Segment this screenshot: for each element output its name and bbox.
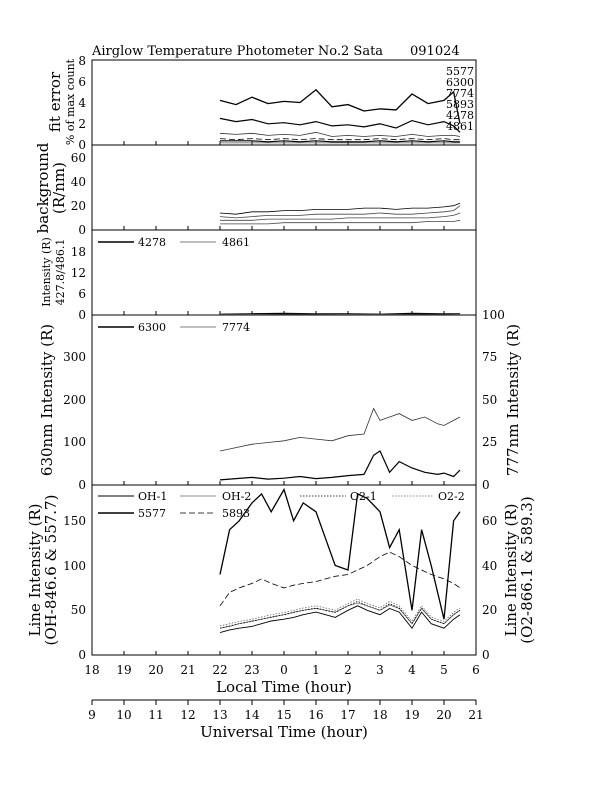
ut-tick: 12 — [180, 708, 196, 722]
p2-yticks — [71, 151, 86, 237]
ut-tick: 18 — [372, 708, 388, 722]
ut-tick: 17 — [340, 708, 356, 722]
p4-ylabel-right: 777nm Intensity (R) — [504, 323, 522, 477]
p1-series-label: 4278 — [446, 109, 474, 122]
p2-ytick: 60 — [70, 151, 86, 165]
ut-tick: 19 — [404, 708, 420, 722]
p5-ylabel-right-sub: (O2-866.1 & 589.3) — [518, 496, 536, 644]
series-line-6300 — [220, 451, 460, 480]
p1-ytick: 4 — [78, 96, 86, 110]
p5-legend-label: OH-1 — [138, 490, 168, 503]
p4-ytick: 0 — [78, 478, 86, 492]
series-line-o2-2 — [220, 599, 460, 626]
tick-marks — [92, 141, 476, 705]
panel-background-frame — [92, 145, 476, 230]
p4-ytick: 200 — [63, 393, 86, 407]
p3-yticks — [71, 245, 86, 322]
p5-legend-label: O2-1 — [350, 490, 377, 503]
p1-ytick: 2 — [78, 117, 86, 131]
p3-ytick: 6 — [78, 287, 86, 301]
local-tick: 19 — [116, 663, 132, 677]
p2-ytick: 20 — [70, 199, 86, 213]
ut-tick: 14 — [244, 708, 260, 722]
p3-legend — [98, 236, 250, 249]
p3-ytick: 0 — [78, 308, 86, 322]
series-layer — [220, 90, 460, 633]
series-line-panel2-0 — [220, 203, 460, 214]
local-tick: 21 — [180, 663, 196, 677]
p1-yticks — [78, 54, 86, 152]
series-line-7774 — [220, 409, 460, 452]
series-line-4278 — [220, 141, 460, 142]
ut-tick: 11 — [148, 708, 164, 722]
p4-ytick-right: 0 — [482, 478, 490, 492]
p5-ytick-right: 40 — [482, 559, 498, 573]
p5-legend-label: OH-2 — [222, 490, 252, 503]
p1-series-label: 5577 — [446, 65, 474, 78]
local-tick: 0 — [280, 663, 288, 677]
p3-ytick: 18 — [70, 245, 86, 259]
p4-legend — [98, 321, 250, 334]
local-time-ticks — [84, 663, 479, 677]
p5-ytick: 100 — [63, 559, 86, 573]
p5-yticks-right — [482, 514, 497, 662]
ut-tick: 20 — [436, 708, 452, 722]
p1-series-label: 6300 — [446, 76, 474, 89]
ut-label: Universal Time (hour) — [200, 723, 368, 741]
p5-ytick-right: 20 — [482, 603, 498, 617]
ut-tick: 10 — [116, 708, 132, 722]
p2-ytick: 40 — [70, 175, 86, 189]
p5-legend-label: 5893 — [222, 507, 250, 520]
p5-ytick: 150 — [63, 514, 86, 528]
p5-ytick-right: 0 — [482, 648, 490, 662]
chart-title: Airglow Temperature Photometer No.2 Sata — [92, 44, 384, 59]
ut-tick: 13 — [212, 708, 228, 722]
p5-yticks — [63, 514, 86, 662]
p4-ytick-right: 100 — [482, 308, 505, 322]
p4-ytick-right: 75 — [482, 350, 498, 364]
local-tick: 4 — [408, 663, 416, 677]
p5-ytick: 0 — [78, 648, 86, 662]
local-tick: 1 — [312, 663, 320, 677]
ut-tick: 9 — [88, 708, 96, 722]
p5-legend-label: 5577 — [138, 507, 166, 520]
p1-ytick: 6 — [78, 75, 86, 89]
p3-ylabel: Intensity (R) — [40, 237, 53, 307]
p2-ytick: 0 — [78, 223, 86, 237]
local-tick: 2 — [344, 663, 352, 677]
p5-legend-label: O2-2 — [438, 490, 465, 503]
local-tick: 23 — [244, 663, 260, 677]
p5-ylabel-sub: (OH-846.6 & 557.7) — [42, 494, 60, 646]
p4-yticks — [63, 350, 86, 492]
date-code: 091024 — [410, 44, 460, 59]
p4-legend-label: 7774 — [222, 321, 250, 334]
ut-tick: 21 — [468, 708, 484, 722]
local-tick: 6 — [472, 663, 480, 677]
p4-ylabel: 630nm Intensity (R) — [38, 323, 56, 477]
p4-ytick-right: 25 — [482, 435, 498, 449]
panel-fit-error-frame — [92, 60, 476, 145]
p5-ytick-right: 60 — [482, 514, 498, 528]
p1-ylabel-sub: % of max count — [64, 58, 77, 146]
p1-series-label: 4861 — [446, 120, 474, 133]
local-time-label: Local Time (hour) — [216, 678, 352, 696]
p4-ytick: 100 — [63, 435, 86, 449]
p4-ytick: 300 — [63, 350, 86, 364]
p5-ytick: 50 — [70, 603, 86, 617]
p5-ylabel: Line Intensity (R) — [26, 503, 44, 637]
local-tick: 22 — [212, 663, 228, 677]
p4-legend-label: 6300 — [138, 321, 166, 334]
panel-630nm-frame — [92, 315, 476, 485]
series-line-5577 — [220, 490, 460, 620]
local-tick: 20 — [148, 663, 164, 677]
ut-tick: 15 — [276, 708, 292, 722]
p2-ylabel-sub: (R/nm) — [50, 162, 68, 214]
p5-ylabel-right: Line Intensity (R) — [502, 503, 520, 637]
local-tick: 18 — [84, 663, 100, 677]
p1-ytick: 0 — [78, 138, 86, 152]
p3-legend-label: 4861 — [222, 236, 250, 249]
p4-ytick-right: 50 — [482, 393, 498, 407]
p3-legend-label: 4278 — [138, 236, 166, 249]
local-tick: 5 — [440, 663, 448, 677]
p3-ylabel-sub: 427.8/486.1 — [54, 238, 67, 306]
ut-ticks — [88, 708, 483, 722]
p1-ylabel: fit error — [46, 71, 64, 133]
p1-series-label: 7774 — [446, 87, 474, 100]
series-line-5893 — [220, 552, 460, 606]
p4-yticks-right — [482, 308, 505, 492]
series-line-panel2-3 — [220, 220, 460, 224]
p3-ytick: 12 — [70, 266, 86, 280]
p1-ytick: 8 — [78, 54, 86, 68]
p2-ylabel: background — [34, 142, 52, 234]
series-line-7774 — [220, 132, 460, 136]
series-line-6300 — [220, 118, 460, 132]
series-line-5577 — [220, 90, 460, 124]
local-tick: 3 — [376, 663, 384, 677]
p1-series-label: 5893 — [446, 98, 474, 111]
series-line-5893 — [220, 139, 460, 140]
ut-tick: 16 — [308, 708, 324, 722]
